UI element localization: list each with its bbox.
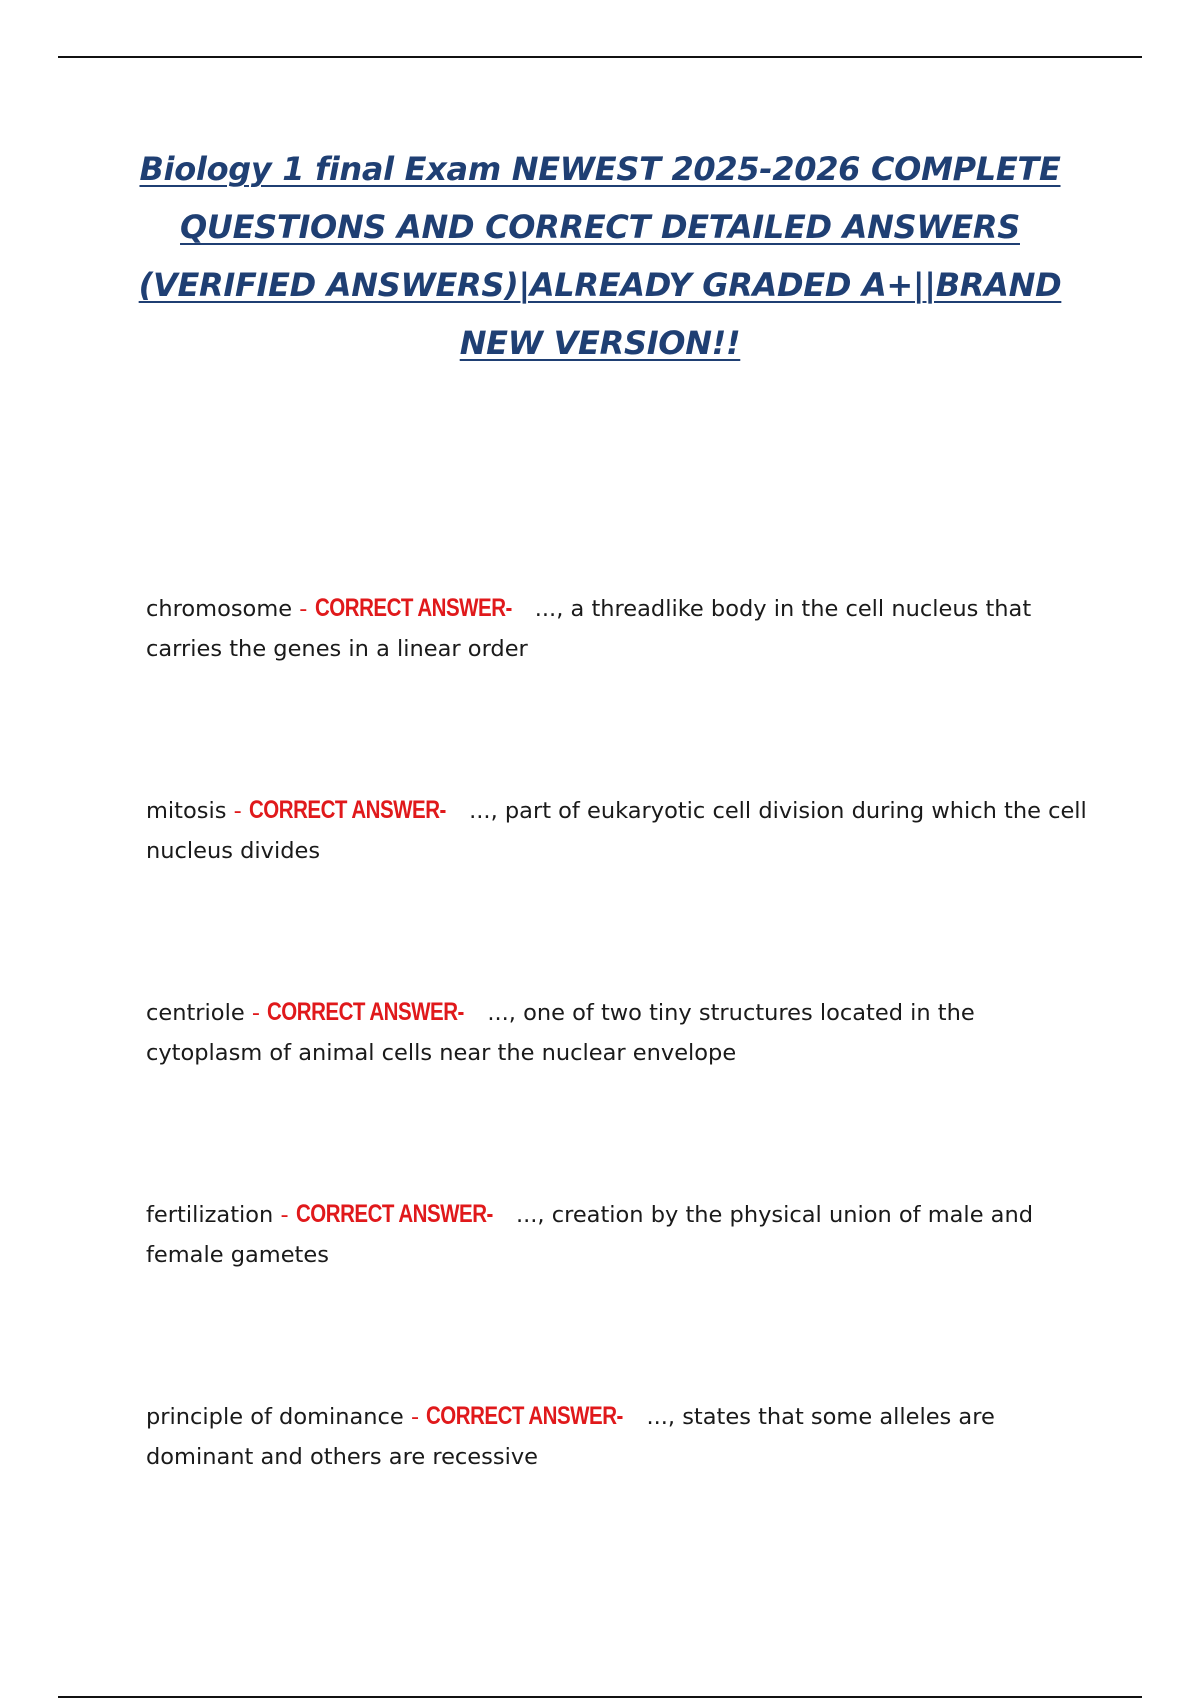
document-title: Biology 1 final Exam NEWEST 2025-2026 COMPLETE QUESTIONS AND CORRECT DETAILED ANSWERS (VERIFIED ANSWERS)|ALREADY GRADED A+||BRAND NEW VERSION!! [138,150,1062,362]
answer-separator: - [251,1000,260,1026]
entry-term: mitosis [146,798,227,824]
answer-separator: - [280,1202,289,1228]
entry-term: fertilization [146,1202,274,1228]
answer-separator: - [233,798,242,824]
entry-definition: ..., states that some alleles are dominant and others are recessive [146,1404,995,1470]
qa-entry-fertilization [146,1194,1096,1275]
header-rule [58,56,1142,58]
entry-definition: ..., creation by the physical union of male and female gametes [146,1202,1034,1268]
correct-answer-label: CORRECT ANSWER- [426,1402,624,1430]
qa-entry-principle-of-dominance [146,1396,1096,1477]
entry-definition: ..., a threadlike body in the cell nucleus that carries the genes in a linear order [146,596,1032,662]
answer-separator: - [299,596,308,622]
correct-answer-label: CORRECT ANSWER- [248,796,446,824]
correct-answer-label: CORRECT ANSWER- [295,1200,493,1228]
correct-answer-label: CORRECT ANSWER- [267,998,464,1026]
qa-list [146,588,1096,1598]
entry-term: chromosome [146,596,293,622]
correct-answer-label: CORRECT ANSWER- [314,594,512,622]
entry-term: centriole [146,1000,245,1026]
entry-definition: ..., one of two tiny structures located in the cytoplasm of animal cells near the nuclear envelope [146,1000,975,1066]
footer-rule [58,1696,1142,1698]
qa-entry-mitosis [146,790,1096,871]
entry-definition: ..., part of eukaryotic cell division during which the cell nucleus divides [146,798,1087,864]
answer-separator: - [410,1404,420,1430]
entry-term: principle of dominance [146,1404,404,1430]
qa-entry-centriole [146,992,1096,1073]
qa-entry-chromosome [146,588,1096,669]
